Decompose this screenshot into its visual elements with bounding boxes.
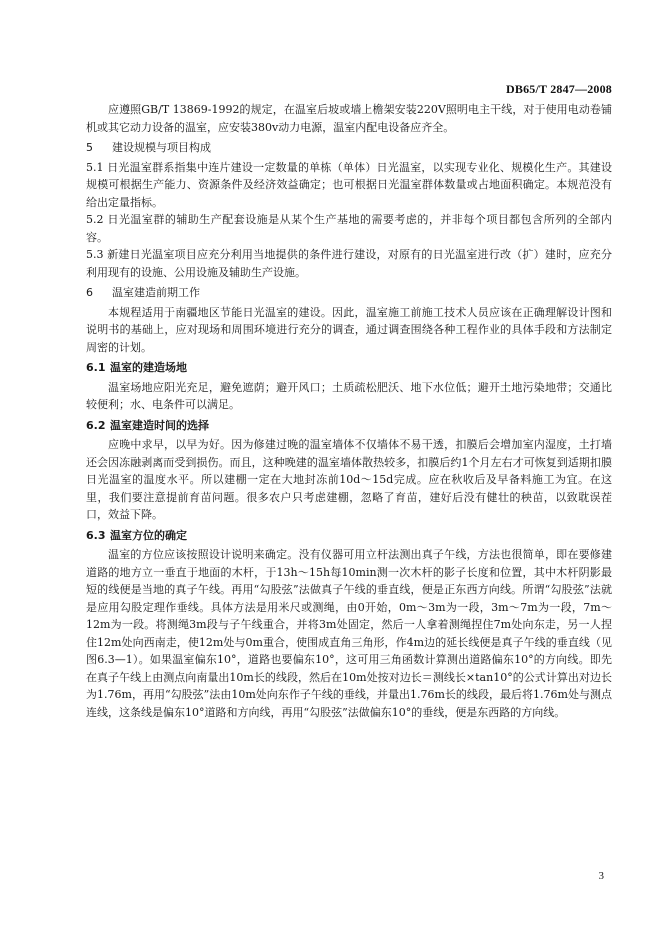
paragraph-6-1: 温室场地应阳光充足，避免遮荫；避开风口；土质疏松肥沃、地下水位低；避开土地污染地带；交通比较便利；水、电条件可以满足。 [86,380,612,411]
heading-number: 6 [86,286,93,299]
heading-number: 6.1 [86,361,106,374]
paragraph-6-3: 温室的方位应该按照设计说明来确定。没有仪器可用立杆法测出真子午线，方法也很简单，即在要修建道路的地方立一垂直于地面的木杆，于13h～15h每10min测一次木杆的影子长度和位置，其中木杆阴影最短的线便是当地的真子午线。再用“勾股弦”法做真子午线的垂直线，便是正东西方向线。所谓“勾股弦”法就是应用勾股定理作垂线。具体方法是用米尺或测绳，由0开始，0m～3m为一段，3m～7m为一段，7m～12m为一段。将测绳3m段与子午线重合，并将3m处固定，然后一人拿着测绳捏住7m处向东走，另一人捏住12m处向西南走，使12m处与0m重合，使围成直角三角形，作4m边的延长线便是真子午线的垂直线（见图6.3—1）。如果温室偏东10°，道路也要偏东10°，这可用三角函数计算测出道路偏东10°的方向线。即先在真子午线上由测点向南量出10m长的线段，然后在10m处按对边长＝测线长×tan10°的公式计算出对边长为1.76m，再用“勾股弦”法由10m处向东作子午线的垂线，并量出1.76m长的线段，最后将1.76m处与测点连线，这条线是偏东10°道路和方向线，再用“勾股弦”法做偏东10°的垂线，便是东西路的方向线。 [86,548,612,719]
page-number: 3 [598,870,604,882]
paragraph-5-1: 5.1 日光温室群系指集中连片建设一定数量的单栋（单体）日光温室，以实现专业化、规模化生产。其建设规模可根据生产能力、资源条件及经济效益确定；也可根据日光温室群体数量或占地面积确定。本规范没有给出定量指标。 [86,160,612,209]
paragraph-6: 本规程适用于南疆地区节能日光温室的建设。因此，温室施工前施工技术人员应该在正确理解设计图和说明书的基础上，应对现场和周围环境进行充分的调查，通过调查围绕各种工程作业的具体手段和方法制定周密的计划。 [86,305,612,354]
paragraph-6-2: 应晚中求早，以早为好。因为修建过晚的温室墙体不仅墙体不易干透，扣膜后会增加室内湿度，土打墙还会因冻融剥离而受到损伤。而且，这种晚建的温室墙体散热较多，扣膜后约1个月左右才可恢复到适期扣膜日光温室的温度水平。所以建棚一定在大地封冻前10d～15d完成。应在秋收后及早备料施工为宜。在这里，我们要注意提前育苗问题。很多农户只考虑建棚，忽略了育苗，建好后没有健壮的秧苗，以致耽误茬口，效益下降。 [86,438,612,521]
heading-number: 6.2 [86,418,106,432]
heading-section-6-3 [86,527,612,545]
heading-number: 6.3 [86,528,106,542]
document-body [86,101,612,721]
heading-number: 5 [86,141,93,154]
heading-section-6 [86,284,612,302]
paragraph-intro: 应遵照GB/T 13869-1992的规定，在温室后坡或墙上檐架安装220V照明电主干线，对于使用电动卷铺机或其它动力设备的温室，应安装380v动力电源，温室内配电设备应齐全。 [86,103,612,134]
paragraph-5-3: 5.3 新建日光温室项目应充分利用当地提供的条件进行建设，对原有的日光温室进行改（扩）建时，应充分利用现有的设施、公用设施及辅助生产设施。 [86,248,612,279]
standard-code: DB65/T 2847—2008 [506,82,612,96]
heading-section-6-2 [86,417,612,435]
heading-title: 建设规模与项目构成 [112,141,211,154]
heading-title: 温室方位的确定 [110,528,187,542]
heading-section-6-1 [86,359,612,377]
heading-section-5 [86,139,612,157]
paragraph-5-2: 5.2 日光温室群的辅助生产配套设施是从某个生产基地的需要考虑的，并非每个项目都包含所列的全部内容。 [86,213,612,244]
heading-title: 温室的建造场地 [110,361,187,374]
heading-title: 温室建造前期工作 [112,286,200,299]
heading-title: 温室建造时间的选择 [110,418,209,432]
